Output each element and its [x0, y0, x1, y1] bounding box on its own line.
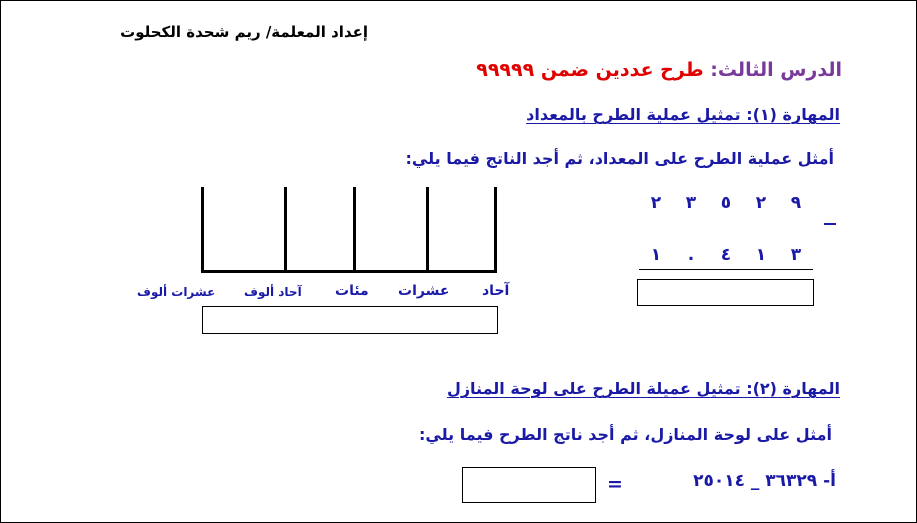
top-digit: ٣	[685, 193, 697, 213]
abacus-rod	[426, 187, 429, 271]
abacus-answer-box[interactable]	[202, 306, 498, 334]
abacus-rod	[284, 187, 287, 271]
exercise-a-answer-box[interactable]	[462, 467, 596, 503]
bottom-digit: ٤	[720, 245, 732, 265]
minus-sign	[824, 223, 836, 225]
sum-line	[639, 269, 813, 270]
bottom-digit: ٣	[790, 245, 802, 265]
exercise-a: أ- ٣٦٣٢٩ _ ٢٥٠١٤	[693, 471, 836, 491]
abacus-label-hundreds: مئات	[335, 283, 369, 299]
abacus-frame	[201, 187, 497, 273]
top-digit: ٢	[755, 193, 767, 213]
skill-2-title: المهارة (٢): تمثيل عميلة الطرح على لوحة المنازل	[446, 379, 840, 398]
bottom-digit: ١	[755, 245, 767, 265]
lesson-title: طرح عددين ضمن ٩٩٩٩٩	[476, 59, 704, 81]
subtraction-answer-box[interactable]	[637, 279, 814, 306]
skill-1-instruction: أمثل عملية الطرح على المعداد، ثم أجد الناتج فيما يلي:	[405, 149, 834, 168]
abacus-rod	[353, 187, 356, 271]
skill-2-instruction: أمثل على لوحة المنازل، ثم أجد ناتج الطرح فيما يلي:	[419, 425, 832, 444]
lesson-heading	[476, 59, 842, 81]
top-digit: ٥	[720, 193, 732, 213]
abacus-label-tens: عشرات	[398, 283, 450, 299]
abacus-label-ten-thousands: عشرات ألوف	[137, 285, 216, 299]
abacus-label-ones: آحاد	[482, 283, 510, 299]
top-digit: ٢	[650, 193, 662, 213]
lesson-label: الدرس الثالث:	[710, 59, 842, 81]
skill-1-title: المهارة (١): تمثيل عملية الطرح بالمعداد	[526, 105, 840, 124]
bottom-digit: ١	[650, 245, 662, 265]
equals-sign: =	[607, 473, 623, 495]
abacus-label-thousands: آحاد ألوف	[244, 285, 302, 299]
author-credit: إعداد المعلمة/ ريم شحدة الكحلوت	[120, 23, 368, 41]
top-digit: ٩	[790, 193, 802, 213]
bottom-digit: .	[687, 245, 695, 265]
